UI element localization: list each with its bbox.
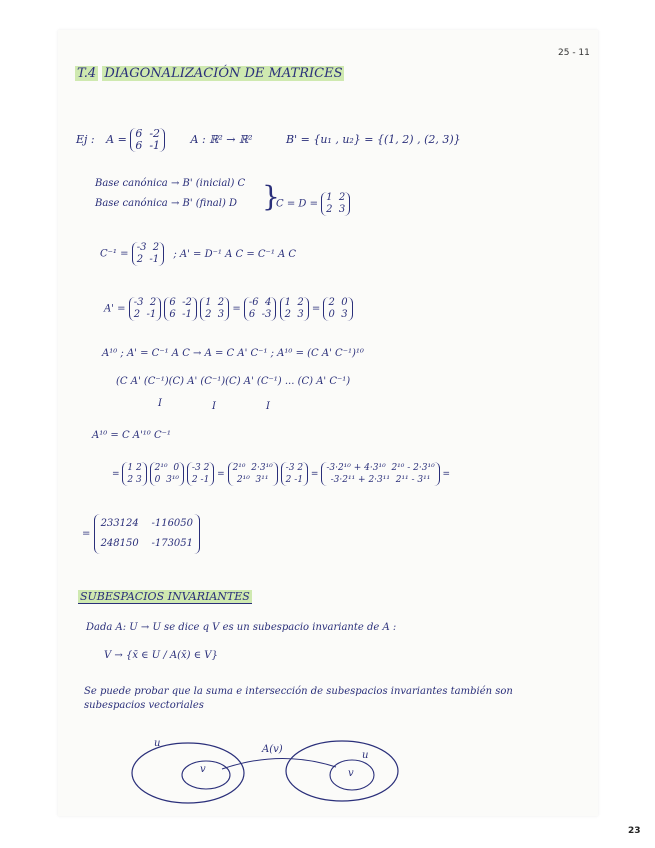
identity-mark-2: I [212, 401, 216, 412]
aprime-a: 6 -2 6 -1 [164, 297, 196, 321]
exp-c: 1 2 2 3 [122, 462, 146, 486]
section-line-4: subespacios vectoriales [84, 700, 204, 711]
base-line-2: Base canónica → B' (final) D [95, 198, 238, 209]
example-label: Ej : [76, 133, 95, 146]
aprime-result: 2 0 0 3 [323, 297, 352, 321]
identity-mark-1: I [158, 398, 162, 409]
aprime-cinv: -3 2 2 -1 [129, 297, 161, 321]
a10-expansion: = 1 2 2 3 2¹⁰ 0 0 3¹⁰ -3 2 2 -1 = 2¹⁰ 2·3¹⁰ 2¹⁰ 3¹¹ -3 2 2 -1 = -3·2¹⁰ + 4·3¹⁰ 2¹⁰ - 2·3¹⁰ -3·2¹¹ + 2·3¹¹ 2¹¹ - 3¹¹ = [112, 463, 451, 485]
aprime-line: A' = -3 2 2 -1 6 -2 6 -1 1 2 2 3 = -6 4 6 -3 1 2 2 3 = 2 0 0 3 [104, 297, 353, 321]
exp-cinv2: -3 2 2 -1 [281, 462, 308, 486]
title-number: T.4 [77, 66, 97, 81]
aprime-c: 1 2 2 3 [200, 297, 229, 321]
section-title: SUBESPACIOS INVARIANTES [80, 590, 250, 603]
section-line-2: V → {x̄ ∈ U / A(x̄) ∈ V} [104, 650, 218, 661]
aprime-m1: -6 4 6 -3 [244, 297, 276, 321]
a10-line-1: A¹⁰ ; A' = C⁻¹ A C → A = C A' C⁻¹ ; A¹⁰ = (C A' C⁻¹)¹⁰ [102, 348, 364, 359]
brace-glyph: } [262, 180, 280, 213]
page-date: 25 - 11 [558, 48, 590, 58]
identity-mark-3: I [266, 401, 270, 412]
left-subset-v [182, 761, 230, 789]
page-number: 23 [628, 826, 641, 836]
page-title [75, 66, 344, 81]
diagram-left-label: u [154, 738, 161, 749]
final-result: = 233124 -116050 248150 -173051 [82, 514, 200, 554]
aprime-c2: 1 2 2 3 [280, 297, 309, 321]
exp-cinv: -3 2 2 -1 [187, 462, 214, 486]
section-line-1: Dada A: U → U se dice q V es un subespacio invariante de A : [86, 622, 397, 633]
base-line-1: Base canónica → B' (inicial) C [95, 178, 246, 189]
basis-text: B' = {u₁ , u₂} = {(1, 2) , (2, 3)} [286, 133, 461, 146]
example-line [76, 128, 461, 152]
a-def: A = [106, 133, 127, 146]
c-matrix: 1 2 2 3 [321, 192, 350, 216]
cinv-line: C⁻¹ = -3 2 2 -1 ; A' = D⁻¹ A C = C⁻¹ A C [100, 242, 297, 265]
cd-equation: C = D = 1 2 2 3 [276, 192, 350, 216]
exp-prod2: 2¹⁰ 2·3¹⁰ 2¹⁰ 3¹¹ [228, 462, 278, 486]
final-matrix: 233124 -116050 248150 -173051 [94, 514, 200, 554]
right-set-u [286, 741, 398, 801]
diagram-left-inner: v [200, 764, 206, 775]
a10-equation: A¹⁰ = C A'¹⁰ C⁻¹ [92, 430, 171, 441]
diagram-arrow-label: A(v) [262, 744, 283, 755]
cinv-matrix: -3 2 2 -1 [132, 242, 164, 266]
exp-diag: 2¹⁰ 0 0 3¹⁰ [150, 462, 184, 486]
map-text: A : ℝ² → ℝ² [190, 133, 253, 146]
exp-prod3: -3·2¹⁰ + 4·3¹⁰ 2¹⁰ - 2·3¹⁰ -3·2¹¹ + 2·3¹¹ 2¹¹ - 3¹¹ [321, 462, 439, 486]
title-text: DIAGONALIZACIÓN DE MATRICES [104, 66, 343, 81]
a10-line-2: (C A' (C⁻¹)(C) A' (C⁻¹)(C) A' (C⁻¹) ... (C) A' C⁻¹) [116, 376, 351, 387]
left-set-u [132, 743, 244, 803]
diagram-right-inner: v [348, 768, 354, 779]
section-line-3: Se puede probar que la suma e intersección de subespacios invariantes también son [84, 686, 513, 697]
diagram-right-label: u [362, 750, 369, 761]
a-matrix: 6 -2 6 -1 [130, 128, 165, 152]
